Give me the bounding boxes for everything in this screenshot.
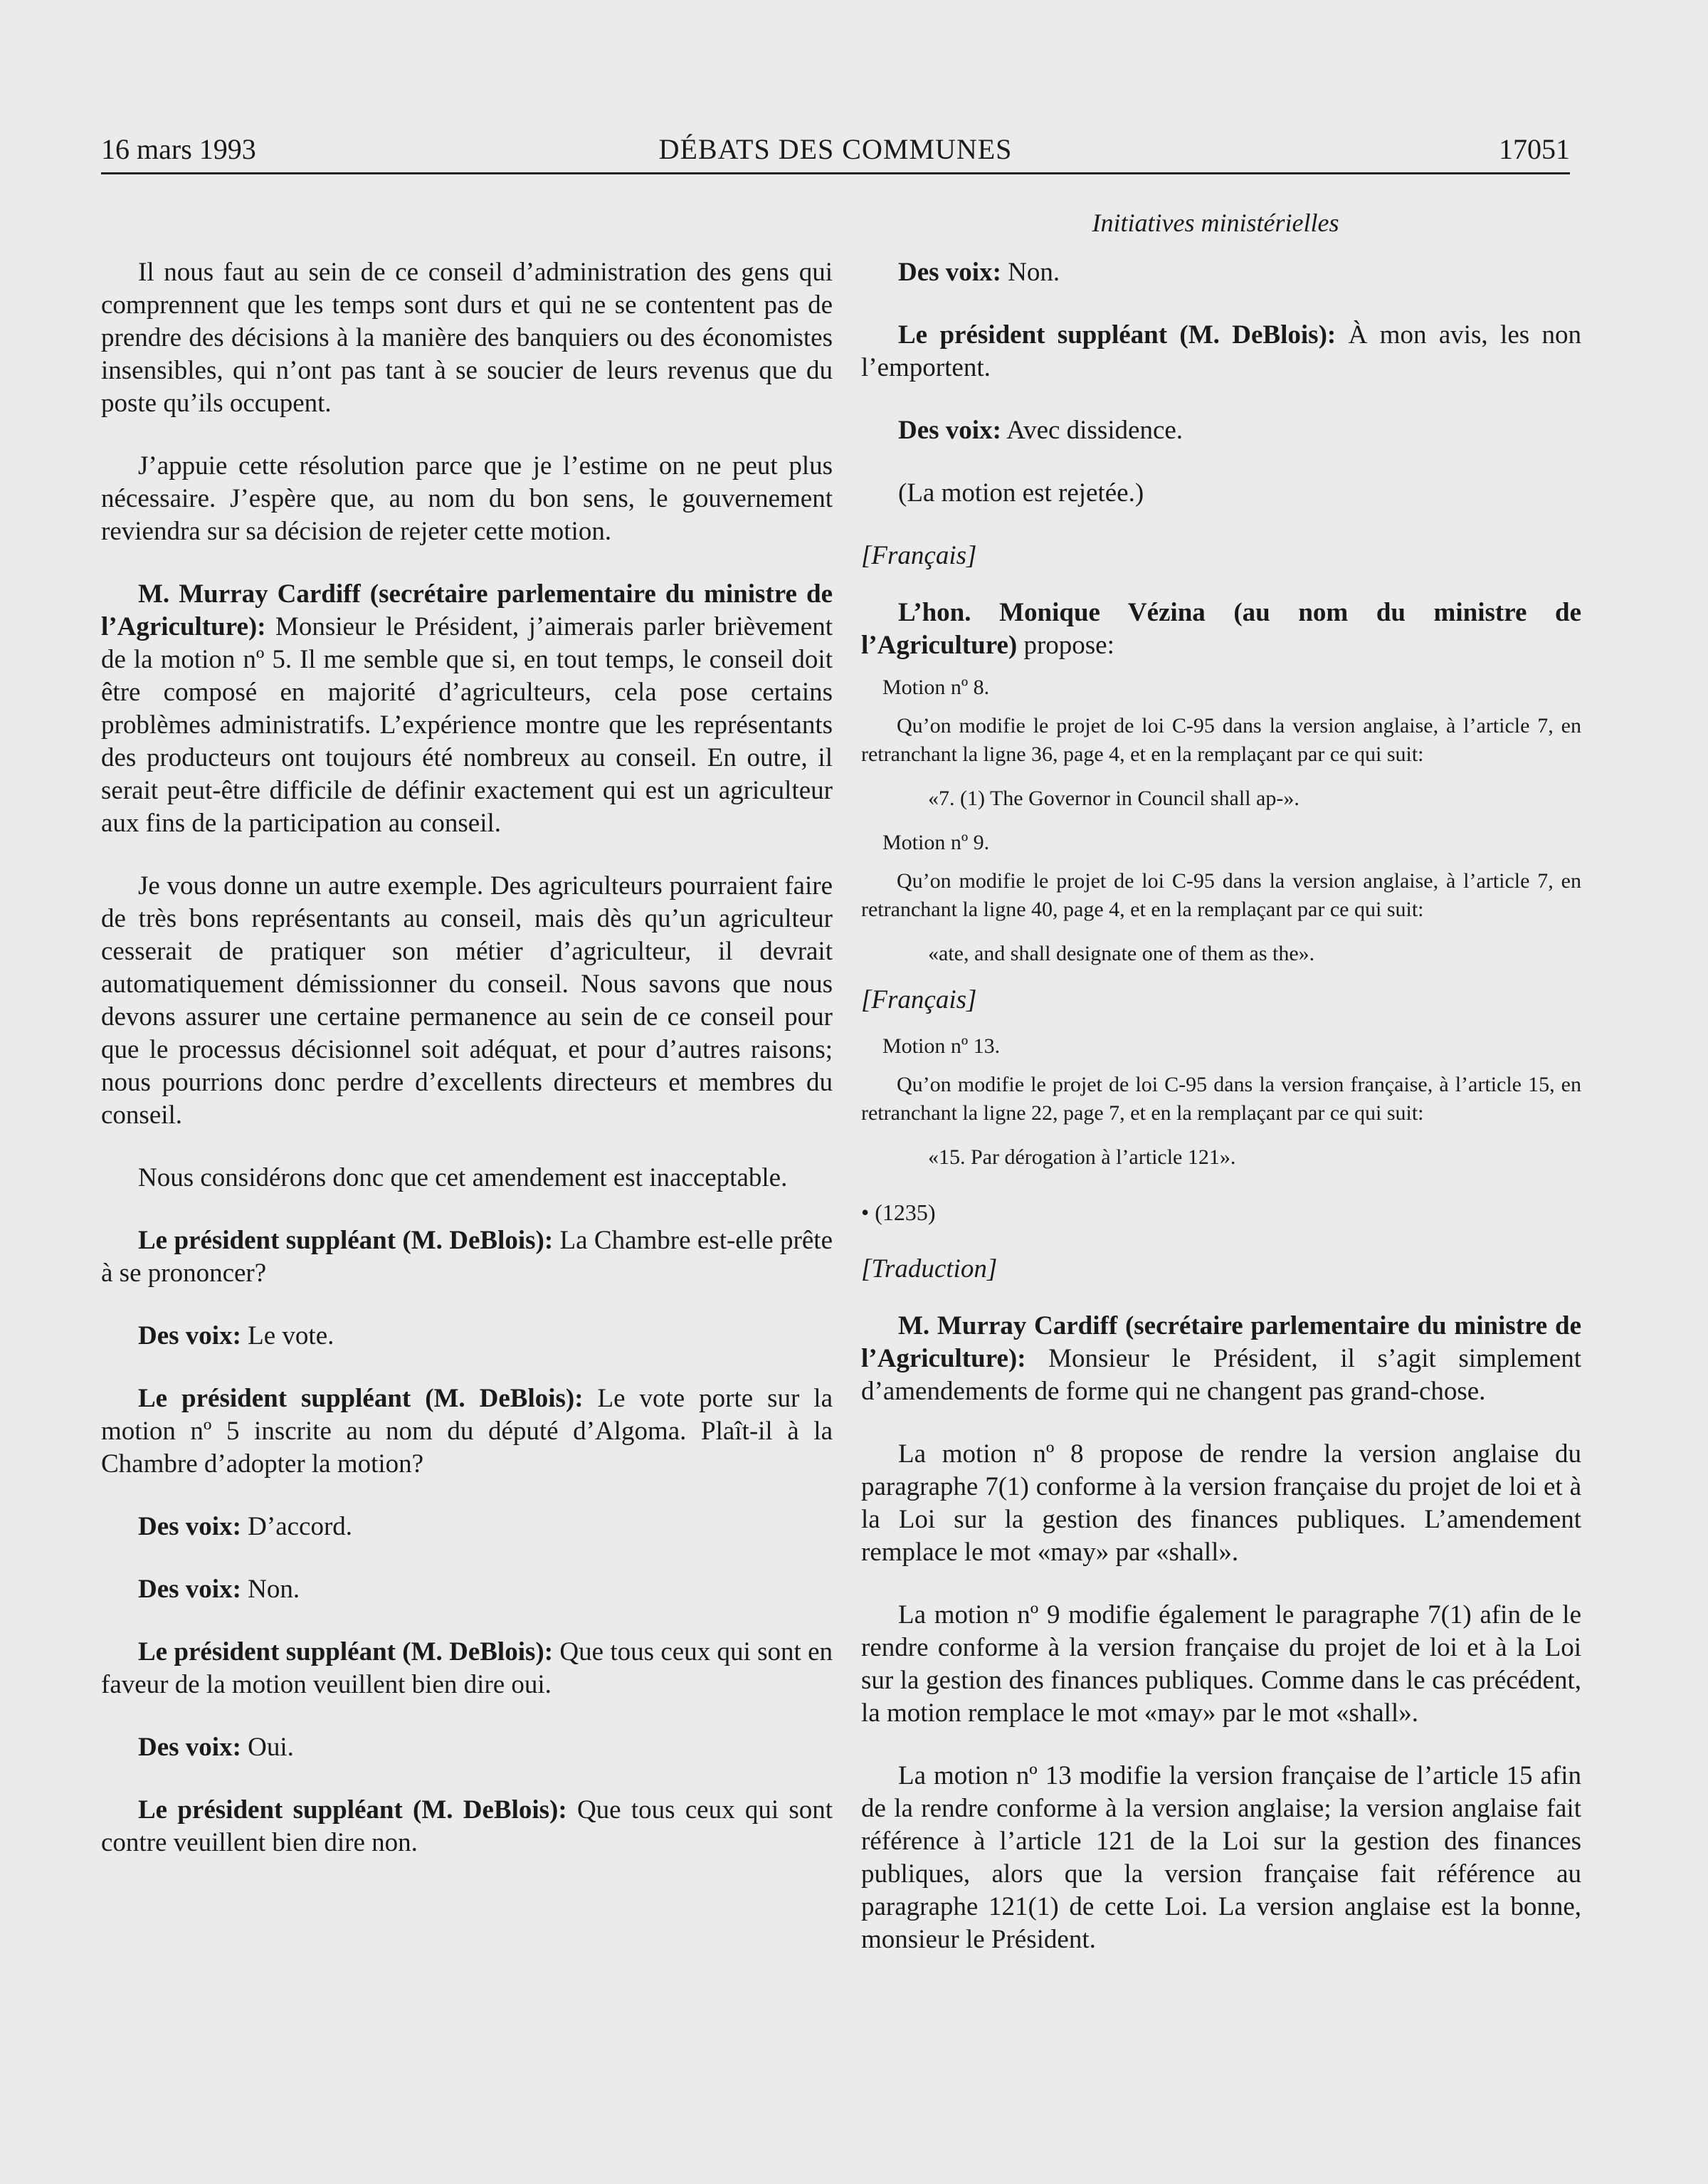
speech [101, 1320, 833, 1353]
speech [101, 1573, 833, 1606]
speech-text: Non. [1001, 258, 1060, 287]
speech-text: Avec dissidence. [1001, 416, 1184, 445]
motion-quote: «15. Par dérogation à l’article 121». [928, 1145, 1236, 1169]
speaker: M. Murray Cardiff (secrétaire parlementaire du ministre de l’Agriculture): [101, 579, 833, 641]
speaker: Des voix: [138, 1512, 241, 1541]
speaker: Le président suppléant (M. DeBlois): [138, 1795, 567, 1825]
speech [861, 414, 1581, 447]
timestamp: • (1235) [861, 1199, 936, 1225]
motion-number: Motion nº 9. [882, 831, 990, 854]
speech-text: La Chambre est-elle prête à se prononcer? [101, 1226, 833, 1288]
header-title: DÉBATS DES COMMUNES [658, 133, 1013, 165]
speech [101, 1731, 833, 1764]
speech [861, 1310, 1581, 1408]
paragraph: Je vous donne un autre exemple. Des agriculteurs pourraient faire de très bons représentants au conseil, mais dès qu’un agriculteur cesserait de pratiquer son métier d’agriculteur, il devrait automatiquement démissionner du conseil. Nous savons que nous devons assurer une certaine permanence au sein de ce conseil pour que le processus décisionnel soit adéquat, et pour d’autres raisons; nous pourrions donc perdre d’excellents directeurs et membres du conseil. [101, 871, 833, 1130]
motion-text: Qu’on modifie le projet de loi C-95 dans la version anglaise, à l’article 7, en retranchant la ligne 36, page 4, et en la remplaçant par ce qui suit: [861, 714, 1581, 766]
language-marker: [Français] [861, 541, 977, 570]
speaker: L’hon. Monique Vézina (au nom du ministre de l’Agriculture) [861, 598, 1581, 660]
language-marker: [Français] [861, 985, 977, 1014]
speech-text: Que tous ceux qui sont contre veuillent bien dire non. [101, 1795, 833, 1857]
header-page-number: 17051 [1499, 133, 1570, 165]
speech [101, 1636, 833, 1701]
speech-text: Non. [241, 1575, 300, 1604]
speech-text: Oui. [241, 1733, 294, 1762]
motion-quote: «ate, and shall designate one of them as the». [928, 942, 1315, 965]
speech [101, 1224, 833, 1290]
speech-text: À mon avis, les non l’emportent. [861, 320, 1582, 382]
left-column [101, 256, 833, 1889]
right-column [861, 256, 1581, 1986]
speaker: Des voix: [898, 416, 1001, 445]
paragraph: Il nous faut au sein de ce conseil d’administration des gens qui comprennent que les temps sont durs et qui ne se contentent pas de prendre des décisions à la manière des banquiers ou des économistes insensibles, qui n’ont pas tant à se soucier de leurs revenus que du poste qu’ils occupent. [101, 258, 833, 418]
speaker: M. Murray Cardiff (secrétaire parlementaire du ministre de l’Agriculture): [861, 1311, 1581, 1373]
speech-text: Que tous ceux qui sont en faveur de la motion veuillent bien dire oui. [101, 1637, 833, 1699]
speech [861, 256, 1581, 289]
page-header [101, 132, 1570, 174]
paragraph: La motion nº 8 propose de rendre la version anglaise du paragraphe 7(1) conforme à la version française du projet de loi et à la Loi sur la gestion des finances publiques. L’amendement remplace le mot «may» par «shall». [861, 1439, 1581, 1567]
speech [101, 1794, 833, 1859]
speech-text: Monsieur le Président, j’aimerais parler brièvement de la motion nº 5. Il me semble que si, en tout temps, le conseil doit être composé en majorité d’agriculteurs, cela pose certains problèmes administratifs. L’expérience montre que les représentants des producteurs ont toujours été nombreux au conseil. En outre, il serait peut-être difficile de définir exactement qui est un agriculteur aux fins de la participation au conseil. [101, 612, 833, 838]
speech [101, 578, 833, 840]
speech [861, 597, 1581, 662]
speaker: Le président suppléant (M. DeBlois): [138, 1226, 554, 1255]
motion-number: Motion nº 8. [882, 676, 990, 699]
paragraph: Nous considérons donc que cet amendement est inacceptable. [138, 1163, 788, 1192]
paragraph: La motion nº 13 modifie la version française de l’article 15 afin de la rendre conforme à la version anglaise; la version anglaise fait référence à l’article 121 de la Loi sur la gestion des finances publiques, alors que la version française fait référence au paragraphe 121(1) de cette Loi. La version anglaise est la bonne, monsieur le Président. [861, 1761, 1581, 1954]
speech [861, 319, 1581, 384]
speaker: Des voix: [898, 258, 1001, 287]
motion-quote: «7. (1) The Governor in Council shall ap-». [928, 787, 1300, 810]
speaker: Des voix: [138, 1733, 241, 1762]
speech-text: Monsieur le Président, il s’agit simplement d’amendements de forme qui ne changent pas grand-chose. [861, 1344, 1581, 1406]
motion-number: Motion nº 13. [882, 1034, 1001, 1058]
section-label: Initiatives ministérielles [1092, 209, 1339, 237]
speaker: Le président suppléant (M. DeBlois): [138, 1384, 584, 1413]
speech [101, 1382, 833, 1481]
motion-text: Qu’on modifie le projet de loi C-95 dans la version anglaise, à l’article 7, en retranchant la ligne 40, page 4, et en la remplaçant par ce qui suit: [861, 869, 1581, 921]
speaker: Le président suppléant (M. DeBlois): [898, 320, 1337, 350]
paragraph: J’appuie cette résolution parce que je l’estime on ne peut plus nécessaire. J’espère que, au nom du bon sens, le gouvernement reviendra sur sa décision de rejeter cette motion. [101, 451, 833, 546]
speech-text: Le vote. [241, 1321, 334, 1350]
paragraph: La motion nº 9 modifie également le paragraphe 7(1) afin de le rendre conforme à la version française du projet de loi et à la Loi sur la gestion des finances publiques. Comme dans le cas précédent, la motion remplace le mot «may» par le mot «shall». [861, 1600, 1581, 1728]
paragraph: (La motion est rejetée.) [898, 478, 1144, 508]
speaker: Des voix: [138, 1321, 241, 1350]
language-marker: [Traduction] [861, 1254, 998, 1283]
speech-text: D’accord. [241, 1512, 353, 1541]
motion-text: Qu’on modifie le projet de loi C-95 dans la version française, à l’article 15, en retranchant la ligne 22, page 7, et en la remplaçant par ce qui suit: [861, 1073, 1581, 1125]
speech-text: Le vote porte sur la motion nº 5 inscrite au nom du député d’Algoma. Plaît-il à la Chambre d’adopter la motion? [101, 1384, 833, 1479]
speech [101, 1511, 833, 1543]
header-date: 16 mars 1993 [101, 133, 256, 165]
speaker: Des voix: [138, 1575, 241, 1604]
speaker: Le président suppléant (M. DeBlois): [138, 1637, 554, 1666]
speech-text: propose: [1017, 631, 1114, 660]
